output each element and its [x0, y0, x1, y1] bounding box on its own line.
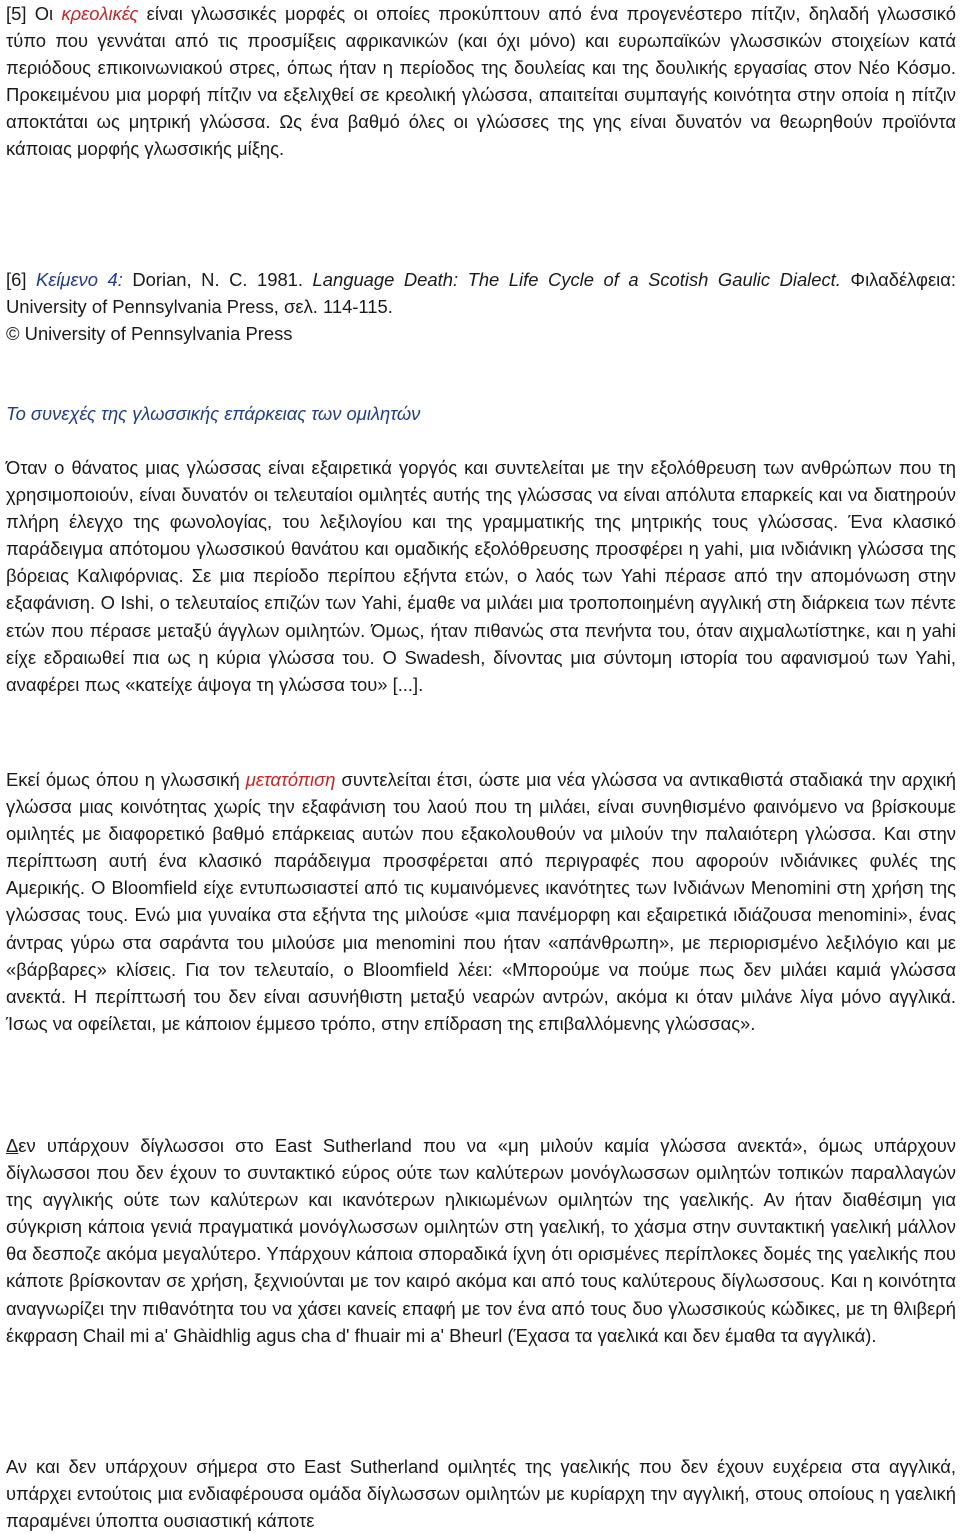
citation-publisher: Φιλαδέλφεια: University of Pennsylvania Press, σελ. 114-115.	[6, 269, 956, 318]
keyword-kreolikes-link[interactable]: κρεολικές	[61, 3, 139, 24]
footnote-5-number: [5] Οι	[6, 3, 62, 24]
citation-title: Language Death: The Life Cycle of a Scotish Gaulic Dialect.	[312, 269, 841, 290]
keyword-metatopisi-link[interactable]: μετατόπιση	[245, 769, 336, 790]
copyright-notice: © University of Pennsylvania Press	[6, 323, 293, 345]
paragraph-east-sutherland-body: εν υπάρχουν δίγλωσσοι στο East Sutherland που να «μη μιλούν καμία γλώσσα ανεκτά», όμως υπάρχουν δίγλωσσοι που δεν έχουν το συντακτικό εύρος ούτε των καλύτερων μονόγλωσσων ομιλητών τοπικών παραλλαγών της αγγλικής ούτε των καλύτερων και ικανότερων ηλικιωμένων ομιλητών της γαελικής. Αν ήταν διαθέσιμη για σύγκριση κάποια γενιά πραγματικά μονόγλωσσων ομιλητών στη γαελική, το χάσμα στην συντακτική γαελική μάλλον θα δεσποζε ακόμα μεγαλύτερο. Υπάρχουν κάποια σποραδικά ίχνη ότι ορισμένες περίπλοκες δομές της γαελικής που κάποτε βρίσκονταν σε χρήση, ξεχνιούνται με τον καιρό ακόμα και από τους καλύτερους δίγλωσσους. Και η κοινότητα αναγνωρίζει την πιθανότητα του να χάσει κανείς επαφή με τον ένα από τους δυο γλωσσικούς κώδικες, με τη θλιβερή έκφραση Chail mi a' Ghàidhlig agus cha d' fhuair mi a' Bheurl (Έχασα τα γαελικά και δεν έμαθα τα αγγλικά).	[6, 1135, 956, 1346]
footnote-5	[6, 0, 956, 163]
section-heading: Το συνεχές της γλωσσικής επάρκειας των ομιλητών	[6, 403, 421, 424]
paragraph-east-sutherland	[6, 1132, 956, 1349]
citation-author: Dorian, N. C. 1981.	[122, 269, 313, 290]
footnote-6	[6, 266, 956, 347]
paragraph-bilingual-speakers: Αν και δεν υπάρχουν σήμερα στο East Sutherland ομιλητές της γαελικής που δεν έχουν ευχέρεια στα αγγλικά, υπάρχει εντούτοις μια ενδιαφέρουσα ομάδα δίγλωσσων ομιλητών με κυρίαρχη την αγγλική, στους οποίους η γαελική παραμένει ύποπτα ουσιαστική κάποτε	[6, 1456, 956, 1532]
text-label: Κείμενο 4:	[35, 269, 123, 290]
footnote-6-number: [6]	[6, 269, 36, 290]
paragraph-language-shift-body: συντελείται έτσι, ώστε μια νέα γλώσσα να αντικαθιστά σταδιακά την αρχική γλώσσα μιας κοινότητας χωρίς την εξαφάνιση του λαού που τη μιλάει, είναι συνηθισμένο φαινόμενο να βρίσκουμε ομιλητές με διαφορετικό βαθμό επάρκειας αυτών που εξακολουθούν να μιλούν την παλαιότερη γλώσσα. Και στην περίπτωση αυτή ένα κλασικό παράδειγμα προσφέρεται από περιγραφές που αφορούν ινδιάνικες φυλές της Αμερικής. Ο Bloomfield είχε εντυπωσιαστεί από τις κυμαινόμενες ικανότητες των Ινδιάνων Menomini στη χρήση της γλώσσας τους. Ενώ μια γυναίκα στα εξήντα της μιλούσε «μια πανέμορφη και εξαιρετικά ιδιάζουσα menomini», ένας άντρας γύρω στα σαράντα του μιλούσε μια menomini που ήταν «απάνθρωπη», με περιορισμένο λεξιλόγιο και με «βάρβαρες» κλίσεις. Για τον τελευταίο, ο Bloomfield λέει: «Μπορούμε να πούμε πως δεν μιλάει καμιά γλώσσα ανεκτά. Η περίπτωσή του δεν είναι ασυνήθιστη μεταξύ νεαρών αντρών, ακόμα κι όταν μιλάνε λίγα μόνο αγγλικά. Ίσως να οφείλεται, με κάποιον έμμεσο τρόπο, στην επίδραση της επιβαλλόμενης γλώσσας».	[6, 769, 957, 1034]
underlined-initial: Δ	[6, 1135, 19, 1156]
paragraph-language-death: Όταν ο θάνατος μιας γλώσσας είναι εξαιρετικά γοργός και συντελείται με την εξολόθρευση των ανθρώπων που τη χρησιμοποιούν, είναι δυνατόν οι τελευταίοι ομιλητές αυτής της γλώσσας να είναι απόλυτα επαρκείς και να διατηρούν πλήρη έλεγχο της φωνολογίας, του λεξιλογίου και της γραμματικής της μητρικής τους γλώσσας. Ένα κλασικό παράδειγμα απότομου γλωσσικού θανάτου και ομαδικής εξολόθρευσης προσφέρει η yahi, μια ινδιάνικη γλώσσα της βόρειας Καλιφόρνιας. Σε μια περίοδο περίπου εξήντα ετών, ο λαός των Yahi πέρασε από την απομόνωση στην εξαφάνιση. Ο Ishi, ο τελευταίος επιζών των Yahi, έμαθε να μιλάει μια τροποποιημένη αγγλική στη διάρκεια των πέντε ετών που πέρασε μεταξύ άγγλων ομιλητών. Όμως, ήταν πιθανώς στα πενήντα του, όταν αιχμαλωτίστηκε, και η yahi είχε εδραιωθεί πια ως η κύρια γλώσσα του. Ο Swadesh, δίνοντας μια σύντομη ιστορία του αφανισμού των Yahi, αναφέρει πως «κατείχε άψογα τη γλώσσα του» [...].	[6, 457, 956, 695]
footnote-5-body: είναι γλωσσικές μορφές οι οποίες προκύπτουν από ένα προγενέστερο πίτζιν, δηλαδή γλωσσικό τύπο που γεννάται από τις προσμίξεις αφρικανικών (και όχι μόνο) και ευρωπαϊκών γλωσσικών στοιχείων κατά περιόδους επικοινωνιακού στρες, όπως ήταν η περίοδος της δουλείας και της δουλικής εργασίας στον Νέο Κόσμο. Προκειμένου μια μορφή πίτζιν να εξελιχθεί σε κρεολική γλώσσα, απαιτείται συμπαγής κοινότητα στην οποία η πίτζιν αποκτάται ως μητρική γλώσσα. Ως ένα βαθμό όλες οι γλώσσες της γης είναι δυνατόν να θεωρηθούν προϊόντα κάποιας μορφής γλωσσικής μίξης.	[6, 3, 957, 160]
paragraph-language-shift-intro: Εκεί όμως όπου η γλωσσική	[6, 769, 246, 790]
paragraph-language-shift	[6, 766, 956, 1037]
